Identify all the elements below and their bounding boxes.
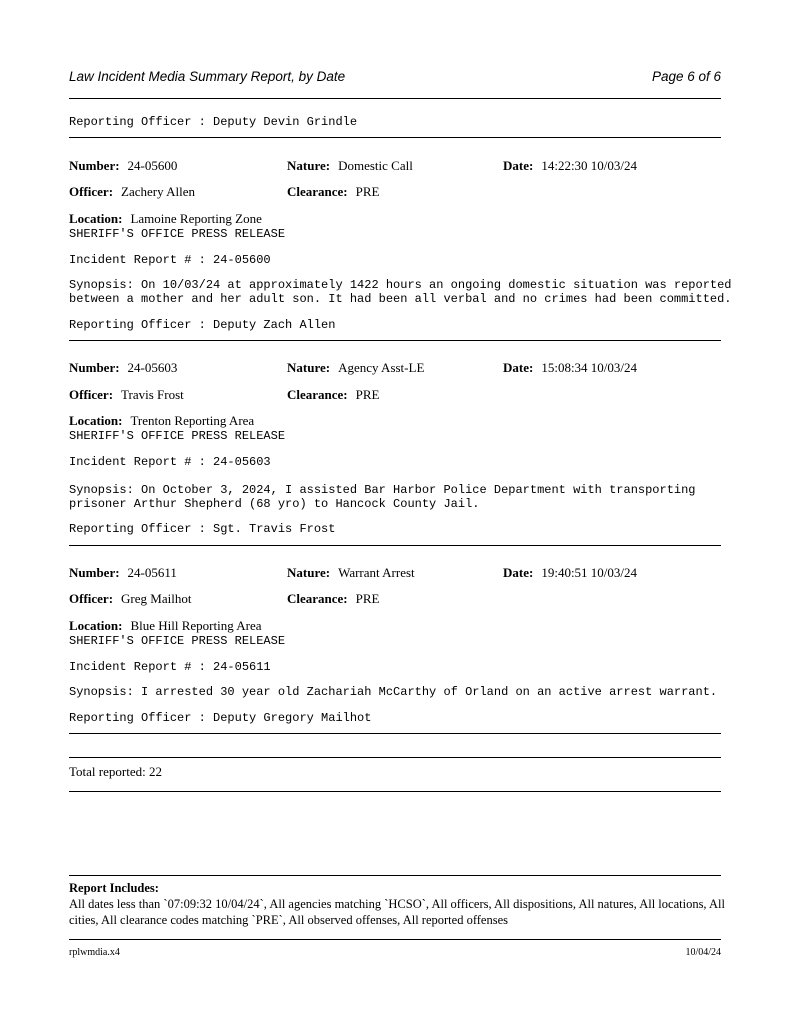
- divider: [69, 733, 721, 734]
- nature-value: Domestic Call: [338, 158, 413, 173]
- number-label: Number:: [69, 158, 120, 173]
- location-value: Lamoine Reporting Zone: [130, 211, 262, 226]
- nature-label: Nature:: [287, 565, 331, 580]
- officer-label: Officer:: [69, 591, 114, 606]
- officer-field: [69, 184, 195, 200]
- number-field: [69, 565, 177, 581]
- nature-value: Warrant Arrest: [338, 565, 415, 580]
- date-field: [503, 565, 637, 581]
- divider: [69, 875, 721, 876]
- divider: [69, 340, 721, 341]
- divider: [69, 98, 721, 99]
- nature-field: [287, 158, 413, 174]
- location-field: [69, 211, 262, 227]
- clearance-label: Clearance:: [287, 184, 348, 199]
- clearance-field: [287, 387, 379, 403]
- report-includes-heading: Report Includes:: [69, 881, 159, 895]
- clearance-label: Clearance:: [287, 591, 348, 606]
- report-includes-text: All dates less than `07:09:32 10/04/24`, All agencies matching `HCSO`, All officers, All dispositions, All natures, All locations, All cities, All clearance codes matching `PRE`, All observed offenses, All reported offenses: [69, 897, 725, 927]
- date-label: Date:: [503, 565, 534, 580]
- nature-value: Agency Asst-LE: [338, 360, 425, 375]
- reporting-officer: Reporting Officer : Sgt. Travis Frost: [69, 522, 336, 536]
- officer-value: Zachery Allen: [121, 184, 196, 199]
- press-release-line: SHERIFF'S OFFICE PRESS RELEASE: [69, 634, 286, 648]
- synopsis-line: Synopsis: On October 3, 2024, I assisted Bar Harbor Police Department with transporting: [69, 483, 696, 497]
- location-field: [69, 413, 254, 429]
- officer-value: Greg Mailhot: [121, 591, 192, 606]
- press-release-line: SHERIFF'S OFFICE PRESS RELEASE: [69, 227, 286, 241]
- date-field: [503, 158, 637, 174]
- reporting-officer: Reporting Officer : Deputy Gregory Mailhot: [69, 711, 372, 725]
- incident-report-number: Incident Report # : 24-05603: [69, 455, 271, 469]
- page-number: Page 6 of 6: [651, 69, 721, 84]
- number-label: Number:: [69, 565, 120, 580]
- incident-report-number: Incident Report # : 24-05611: [69, 660, 271, 674]
- footer-date: 10/04/24: [685, 947, 721, 958]
- date-value: 19:40:51 10/03/24: [541, 565, 638, 580]
- divider: [69, 545, 721, 546]
- date-label: Date:: [503, 360, 534, 375]
- nature-label: Nature:: [287, 158, 331, 173]
- number-value: 24-05600: [127, 158, 178, 173]
- divider: [69, 939, 721, 940]
- location-field: [69, 618, 262, 634]
- number-label: Number:: [69, 360, 120, 375]
- divider: [69, 757, 721, 758]
- location-label: Location:: [69, 211, 123, 226]
- number-field: [69, 158, 177, 174]
- synopsis-line: between a mother and her adult son. It had been all verbal and no crimes had been committed.: [69, 292, 732, 306]
- officer-field: [69, 387, 184, 403]
- date-label: Date:: [503, 158, 534, 173]
- number-field: [69, 360, 177, 376]
- date-value: 15:08:34 10/03/24: [541, 360, 638, 375]
- clearance-field: [287, 184, 379, 200]
- officer-label: Officer:: [69, 184, 114, 199]
- number-value: 24-05611: [127, 565, 177, 580]
- nature-label: Nature:: [287, 360, 331, 375]
- officer-value: Travis Frost: [121, 387, 184, 402]
- reporting-officer: Reporting Officer : Deputy Devin Grindle: [69, 115, 358, 129]
- reporting-officer: Reporting Officer : Deputy Zach Allen: [69, 318, 336, 332]
- location-label: Location:: [69, 413, 123, 428]
- officer-field: [69, 591, 191, 607]
- location-label: Location:: [69, 618, 123, 633]
- report-title: Law Incident Media Summary Report, by Date: [69, 69, 346, 84]
- synopsis-line: Synopsis: I arrested 30 year old Zachariah McCarthy of Orland on an active arrest warrant.: [69, 685, 718, 699]
- clearance-value: PRE: [355, 184, 380, 199]
- synopsis-line: Synopsis: On 10/03/24 at approximately 1422 hours an ongoing domestic situation was reported: [69, 278, 732, 292]
- clearance-value: PRE: [355, 387, 380, 402]
- officer-label: Officer:: [69, 387, 114, 402]
- footer-report-code: rplwmdia.x4: [69, 947, 120, 958]
- total-reported: Total reported: 22: [69, 764, 162, 779]
- incident-report-number: Incident Report # : 24-05600: [69, 253, 271, 267]
- date-field: [503, 360, 637, 376]
- nature-field: [287, 360, 424, 376]
- nature-field: [287, 565, 415, 581]
- number-value: 24-05603: [127, 360, 178, 375]
- press-release-line: SHERIFF'S OFFICE PRESS RELEASE: [69, 429, 286, 443]
- location-value: Trenton Reporting Area: [130, 413, 255, 428]
- date-value: 14:22:30 10/03/24: [541, 158, 638, 173]
- clearance-label: Clearance:: [287, 387, 348, 402]
- divider: [69, 137, 721, 138]
- divider: [69, 791, 721, 792]
- clearance-value: PRE: [355, 591, 380, 606]
- synopsis-line: prisoner Arthur Shepherd (68 yro) to Hancock County Jail.: [69, 497, 480, 511]
- clearance-field: [287, 591, 379, 607]
- location-value: Blue Hill Reporting Area: [130, 618, 262, 633]
